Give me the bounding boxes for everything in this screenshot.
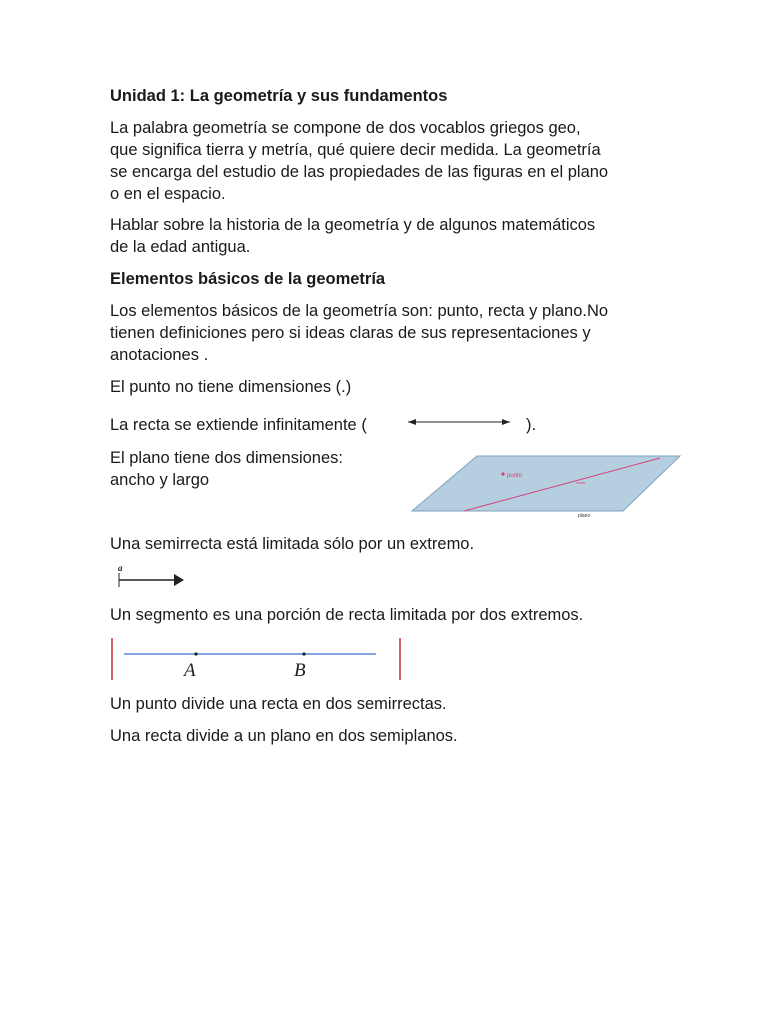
segment-point-a: [194, 652, 197, 655]
basics-line-1: Los elementos básicos de la geometría son: punto, recta y plano.No: [110, 302, 609, 320]
segment-point-b: [302, 652, 305, 655]
segmento-text: Un segmento es una porción de recta limitada por dos extremos.: [110, 606, 584, 624]
plane-point-label: punto: [507, 473, 523, 479]
history-line-1: Hablar sobre la historia de la geometría y de algunos matemáticos: [110, 216, 596, 234]
plane-point: [501, 472, 504, 475]
punto-divide-text: Un punto divide una recta en dos semirrectas.: [110, 695, 447, 713]
section-heading: Elementos básicos de la geometría: [110, 270, 386, 288]
semirrecta-arrowhead: [174, 574, 184, 586]
plane-line-label: recta: [576, 480, 585, 485]
recta-arrow-figure: [400, 412, 520, 432]
recta-text-close: ).: [526, 416, 537, 434]
basics-line-2: tienen definiciones pero si ideas claras de sus representaciones y: [110, 324, 591, 342]
punto-text: El punto no tiene dimensiones (.): [110, 378, 352, 396]
intro-line-3: se encarga del estudio de las propiedades de las figuras en el plano: [110, 163, 609, 181]
segment-figure: [106, 636, 406, 682]
plano-line-1: El plano tiene dos dimensiones:: [110, 449, 343, 467]
intro-line-1: La palabra geometría se compone de dos vocablos griegos geo,: [110, 119, 581, 137]
plane-label: plano: [578, 513, 591, 519]
basics-line-3: anotaciones .: [110, 346, 209, 364]
semirrecta-text: Una semirrecta está limitada sólo por un extremo.: [110, 535, 475, 553]
page-title: Unidad 1: La geometría y sus fundamentos: [110, 87, 448, 105]
intro-line-2: que significa tierra y metría, qué quiere decir medida. La geometría: [110, 141, 601, 159]
recta-divide-text: Una recta divide a un plano en dos semiplanos.: [110, 727, 458, 745]
semirrecta-figure: [114, 562, 194, 590]
plano-line-2: ancho y largo: [110, 471, 210, 489]
segment-label-b: B: [294, 660, 306, 681]
history-line-2: de la edad antigua.: [110, 238, 251, 256]
intro-line-4: o en el espacio.: [110, 185, 226, 203]
recta-arrowhead-left: [408, 419, 416, 425]
segment-label-a: A: [184, 660, 196, 681]
plane-figure: [410, 454, 682, 520]
semirrecta-label: a: [118, 563, 123, 573]
recta-arrowhead-right: [502, 419, 510, 425]
plane-shape: [412, 456, 680, 511]
recta-text-open: La recta se extiende infinitamente (: [110, 416, 367, 434]
